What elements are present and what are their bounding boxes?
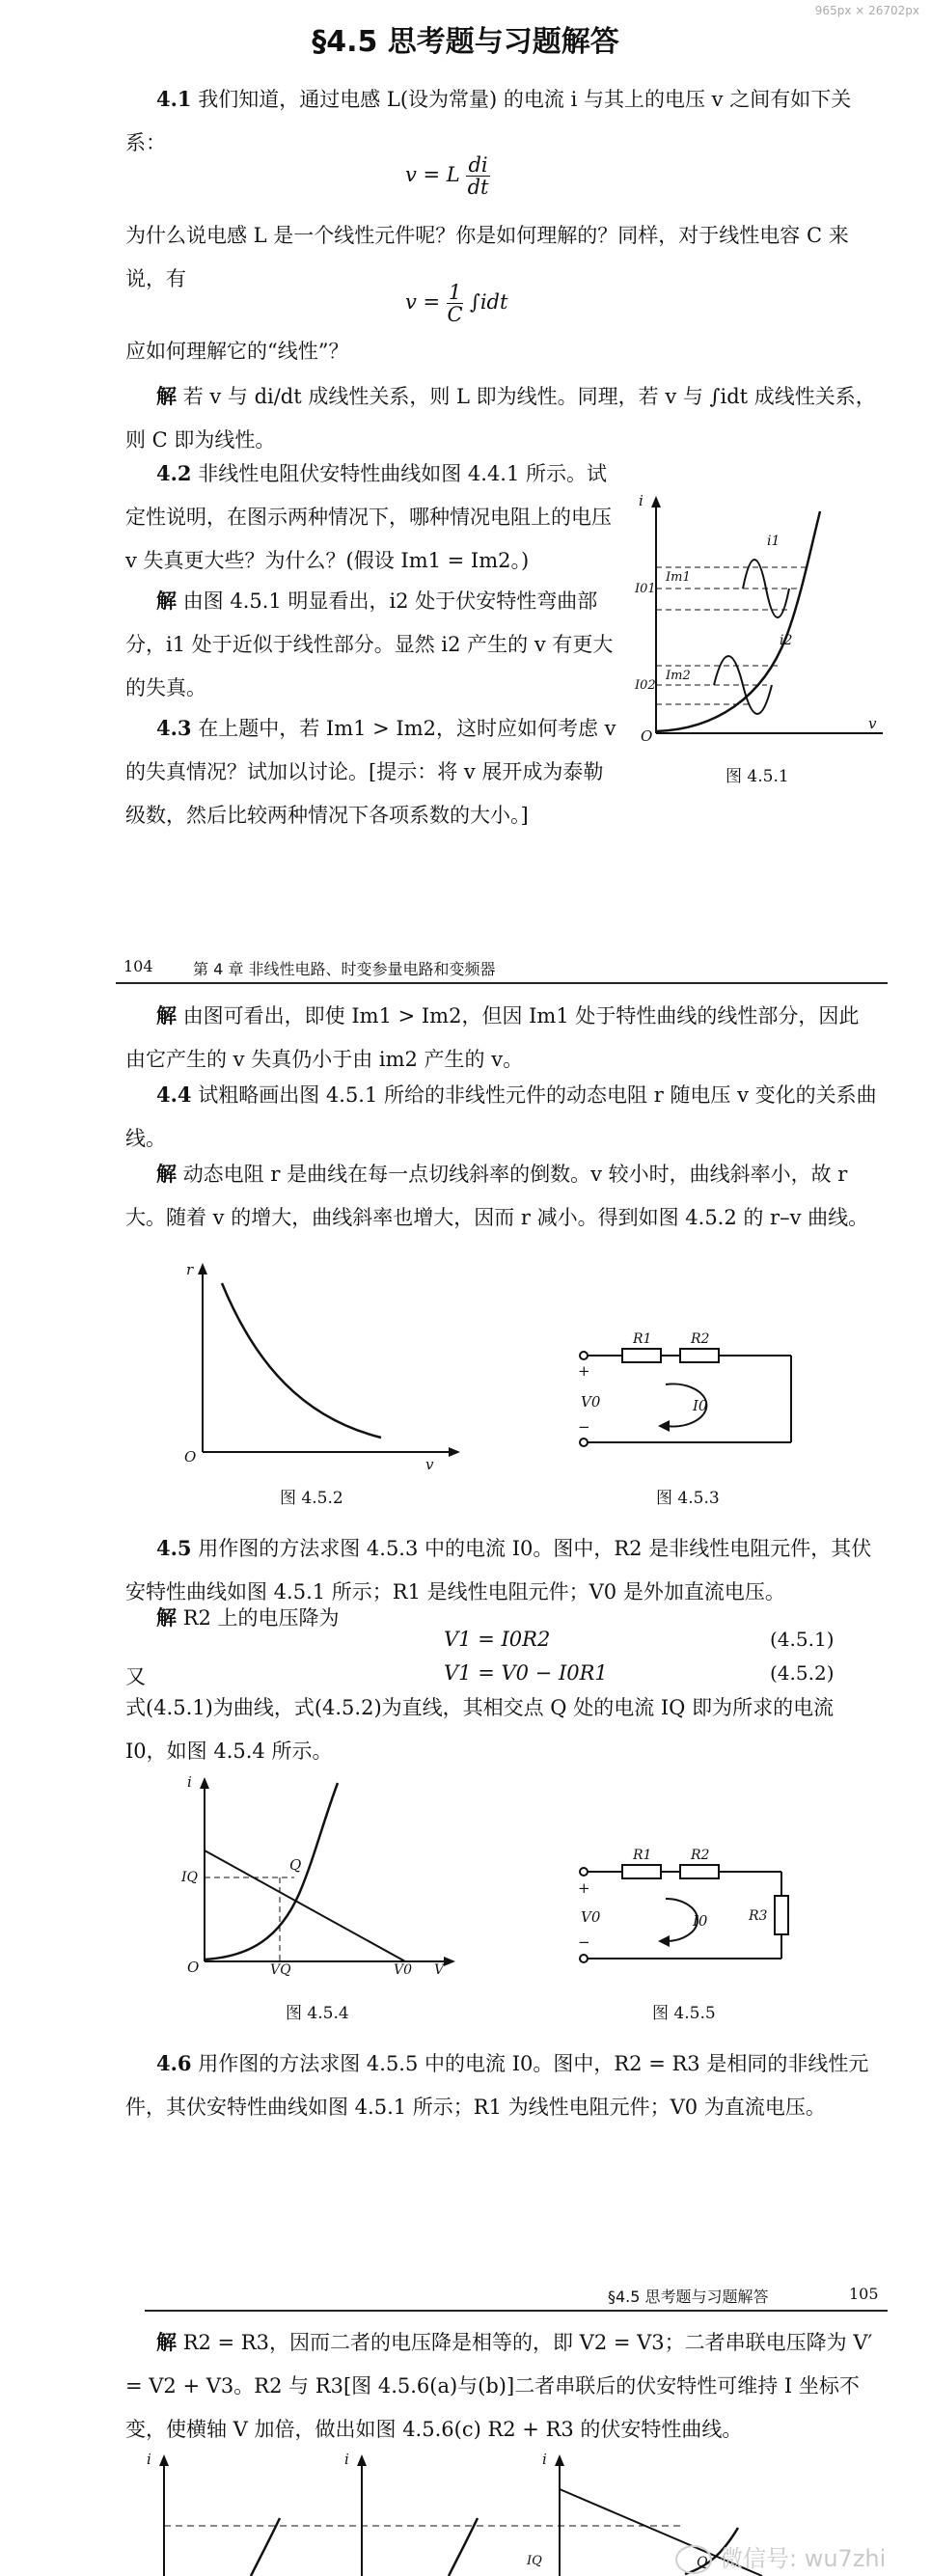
eq-lhs: v =: [405, 290, 441, 314]
equation-prefix: 又: [125, 1665, 146, 1688]
answer-label: 解: [156, 2330, 177, 2354]
label-minus: −: [578, 1933, 590, 1951]
image-size-label: 965px × 26702px: [814, 4, 919, 17]
answer-label: 解: [156, 1605, 177, 1630]
y-axis-arrow: [198, 1263, 207, 1274]
label-r1: R1: [633, 1331, 652, 1347]
figure-4-5-2: [178, 1259, 468, 1471]
figure-4-5-5: [569, 1843, 801, 1978]
curve-b: [449, 2518, 478, 2576]
numerator: 1: [448, 281, 462, 304]
question-text: 试粗略画出图 4.5.1 所给的非线性元件的动态电阻 r 随电压 v 变化的关系曲线。: [125, 1083, 877, 1150]
label-i: i: [187, 1773, 192, 1791]
iv-curve: [656, 511, 820, 731]
header-rule-105: [145, 2310, 888, 2312]
label-r2: R2: [691, 1331, 710, 1347]
answer-4-5-cont: 式(4.5.1)为曲线，式(4.5.2)为直线，其相交点 Q 处的电流 IQ 即为所求的电流 I0，如图 4.5.4 所示。: [125, 1696, 835, 1763]
y-axis-arrow-b: [357, 2454, 367, 2466]
equation-4-5-2: V1 = V0 − I0R1: [444, 1661, 608, 1685]
denominator: C: [447, 303, 463, 326]
figure-4-5-1: [637, 492, 888, 743]
section-title: §4.5 思考题与习题解答: [312, 25, 619, 59]
answer-label: 解: [156, 589, 177, 613]
label-o: O: [641, 727, 653, 745]
eq-lhs: v = L: [405, 163, 460, 186]
label-r1: R1: [633, 1848, 652, 1863]
question-4-3: [125, 706, 617, 837]
question-number: 4.4: [156, 1082, 192, 1107]
question-4-1: [125, 77, 878, 165]
terminal-bottom: [580, 1439, 588, 1446]
answer-text: 由图 4.5.1 明显看出，i2 处于伏安特性弯曲部分，i1 处于近似于线性部分。显然 i2 产生的 v 有更大的失真。: [125, 589, 614, 699]
label-i-c: i: [542, 2451, 547, 2468]
figure-4-5-4: [183, 1773, 473, 1976]
label-q: Q: [289, 1856, 302, 1874]
x-axis-arrow: [449, 1447, 460, 1457]
label-minus: −: [578, 1418, 590, 1436]
fraction: [466, 154, 489, 198]
terminal-top: [580, 1868, 588, 1876]
label-o: O: [187, 1959, 200, 1976]
resistor-r1: [622, 1349, 661, 1362]
label-i0: I0: [693, 1397, 708, 1414]
question-text: 在上题中，若 Im1 > Im2，这时应如何考虑 v 的失真情况？试加以讨论。[提示：将 v 展开成为泰勒级数，然后比较两种情况下各项系数的大小。]: [125, 717, 616, 827]
iv-curve: [205, 1783, 338, 1959]
watermark: [675, 2539, 886, 2574]
question-4-6: [125, 2042, 878, 2129]
question-text: 用作图的方法求图 4.5.5 中的电流 I0。图中，R2 = R3 是相同的非线性元件，其伏安特性曲线如图 4.5.1 所示；R1 为线性电阻元件；V0 为直流电压。: [125, 2052, 869, 2119]
answer-text: 由图可看出，即使 Im1 > Im2，但因 Im1 处于特性曲线的线性部分，因此由它产生的 v 失真仍小于由 im2 产生的 v。: [125, 1004, 860, 1071]
denominator: dt: [467, 176, 489, 199]
question-4-1-end: 应如何理解它的“线性”？: [125, 340, 349, 363]
label-im1: Im1: [666, 570, 691, 585]
header-rule-104: [116, 982, 888, 984]
question-4-1-cont: 为什么说电感 L 是一个线性元件呢？你是如何理解的？同样，对于线性电容 C 来说，有: [125, 224, 849, 290]
label-plus: +: [578, 1362, 590, 1380]
label-v0: V0: [581, 1908, 601, 1926]
eq-rhs: ∫idt: [469, 290, 508, 314]
label-i02: I02: [635, 678, 656, 693]
label-vq: VQ: [270, 1962, 291, 1978]
figure-4-5-1-caption: 图 4.5.1: [726, 767, 789, 786]
resistor-r1: [622, 1865, 661, 1878]
question-text: 用作图的方法求图 4.5.3 中的电流 I0。图中，R2 是非线性电阻元件，其伏安特性曲线如图 4.5.1 所示；R1 是线性电阻元件；V0 是外加直流电压。: [125, 1537, 872, 1603]
label-iq: IQ: [181, 1870, 199, 1885]
equation-4-5-1: V1 = I0R2: [444, 1628, 551, 1651]
label-v0: V0: [394, 1962, 413, 1978]
answer-4-6: [125, 2320, 878, 2452]
label-i2: i2: [780, 633, 793, 648]
figure-4-5-4-caption: 图 4.5.4: [286, 2004, 349, 2023]
question-number: 4.3: [156, 716, 192, 740]
label-v: V: [434, 1962, 445, 1978]
label-r3: R3: [749, 1908, 768, 1924]
curve-a: [251, 2518, 280, 2576]
resistor-r2: [680, 1349, 719, 1362]
equation-inductor: [405, 154, 490, 198]
label-q: Q: [697, 2555, 708, 2570]
arrow-head: [658, 1420, 670, 1432]
label-v: v: [425, 1456, 434, 1473]
question-number: 4.6: [156, 2051, 192, 2075]
question-text: 我们知道，通过电感 L(设为常量) 的电流 i 与其上的电压 v 之间有如下关系：: [125, 88, 852, 154]
y-axis-arrow: [651, 496, 661, 507]
label-iq: IQ: [527, 2554, 542, 2568]
arrow-head: [658, 1935, 670, 1947]
question-number: 4.5: [156, 1536, 192, 1560]
terminal-bottom: [580, 1955, 588, 1962]
resistor-r2: [680, 1865, 719, 1878]
equation-number-4-5-1: (4.5.1): [770, 1628, 835, 1651]
answer-4-2: [125, 579, 617, 710]
page-header-104: 第 4 章 非线性电路、时变参量电路和变频器: [193, 960, 496, 978]
label-v: v: [868, 715, 877, 732]
question-4-4: [125, 1073, 878, 1161]
label-v0: V0: [581, 1393, 601, 1411]
label-i: i: [639, 492, 643, 509]
terminal-top: [580, 1352, 588, 1359]
y-axis-arrow-a: [159, 2454, 169, 2466]
y-axis-arrow: [200, 1777, 209, 1789]
label-i01: I01: [635, 582, 656, 596]
answer-4-3: [125, 994, 878, 1082]
label-i-b: i: [344, 2451, 349, 2468]
label-r: r: [186, 1261, 194, 1278]
r-v-curve: [222, 1283, 381, 1438]
page-number-104: 104: [123, 957, 153, 975]
label-r2: R2: [691, 1848, 710, 1863]
resistor-r3: [775, 1896, 788, 1934]
watermark-text: 微信号: wu7zhi: [720, 2545, 887, 2572]
question-number: 4.2: [156, 461, 192, 485]
x-axis-arrow: [444, 1957, 455, 1966]
answer-text: R2 = R3，因而二者的电压降是相等的，即 V2 = V3；二者串联电压降为 V′ = V2 + V3。R2 与 R3[图 4.5.6(a)与(b)]二者串联后的伏安特性可维持 I 坐标不变，使横轴 V 加倍，做出如图 4.5.6(c) R2 + R3 的伏安特性曲线。: [125, 2331, 873, 2441]
answer-text: 若 v 与 di/dt 成线性关系，则 L 即为线性。同理，若 v 与 ∫idt 成线性关系，则 C 即为线性。: [125, 385, 876, 452]
label-o: O: [184, 1448, 197, 1466]
label-im2: Im2: [666, 669, 691, 683]
label-i1: i1: [767, 534, 780, 549]
wechat-icon: [675, 2545, 712, 2574]
page-number-105: 105: [849, 2285, 879, 2303]
answer-label: 解: [156, 1003, 177, 1028]
load-line: [205, 1850, 405, 1961]
label-i0: I0: [693, 1912, 708, 1930]
y-axis-arrow-c: [555, 2454, 564, 2466]
answer-4-4: [125, 1152, 878, 1240]
figure-4-5-2-caption: 图 4.5.2: [280, 1489, 343, 1508]
fraction: [447, 282, 463, 325]
numerator: di: [468, 153, 488, 177]
question-text: 非线性电阻伏安特性曲线如图 4.4.1 所示。试定性说明，在图示两种情况下，哪种情况电阻上的电压 v 失真更大些？为什么？(假设 Im1 = Im2。): [125, 462, 612, 572]
answer-label: 解: [156, 384, 177, 408]
equation-capacitor: [405, 282, 507, 325]
figure-4-5-5-caption: 图 4.5.5: [652, 2004, 716, 2023]
page-header-105: §4.5 思考题与习题解答: [608, 2288, 769, 2306]
label-i-a: i: [147, 2451, 151, 2468]
answer-4-1: [125, 374, 878, 462]
label-plus: +: [578, 1879, 590, 1897]
answer-text: R2 上的电压降为: [182, 1606, 340, 1630]
answer-label: 解: [156, 1162, 177, 1186]
figure-4-5-3: [569, 1322, 801, 1466]
question-number: 4.1: [156, 87, 192, 111]
answer-text: 动态电阻 r 是曲线在每一点切线斜率的倒数。v 较小时，曲线斜率小，故 r 大。随着 v 的增大，曲线斜率也增大，因而 r 减小。得到如图 4.5.2 的 r–v 曲线。: [125, 1163, 869, 1229]
equation-number-4-5-2: (4.5.2): [770, 1661, 835, 1685]
question-4-2: [125, 452, 617, 583]
figure-4-5-3-caption: 图 4.5.3: [656, 1489, 720, 1508]
